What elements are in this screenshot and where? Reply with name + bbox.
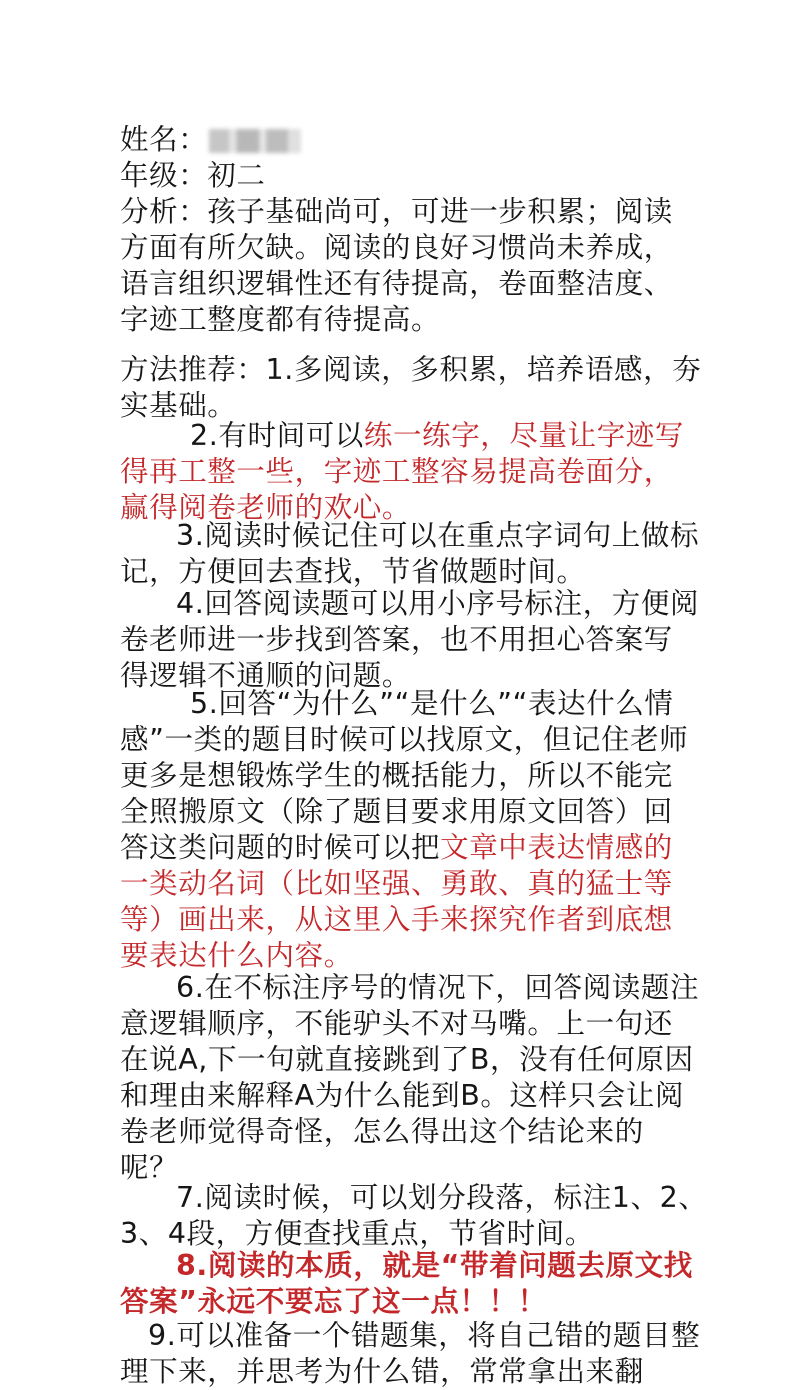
- item7-line-2: 3、4段，方便查找重点，节省时间。: [120, 1217, 594, 1250]
- item7-line-1: 7.阅读时候，可以划分段落，标注1、2、: [176, 1181, 708, 1214]
- item4-line-2: 卷老师进一步找到答案，也不用担心答案写: [120, 623, 673, 656]
- item8-line-2: 答案”永远不要忘了这一点！！！: [120, 1285, 547, 1318]
- item5-highlight-2: 一类动名词（比如坚强、勇敢、真的猛士等: [120, 867, 673, 900]
- analysis-line-1: 分析：孩子基础尚可，可进一步积累；阅读: [120, 195, 673, 228]
- method-line-2: 实基础。: [120, 389, 237, 422]
- method-line-1: 方法推荐：1.多阅读，多积累，培养语感，夯: [120, 353, 702, 386]
- item5-line-1: 5.回答“为什么”“是什么”“表达什么情: [190, 687, 674, 720]
- item5-line-4: 全照搬原文（除了题目要求用原文回答）回: [120, 795, 673, 828]
- item5-highlight-4: 要表达什么内容。: [120, 939, 353, 972]
- analysis-line-3: 语言组织逻辑性还有待提高，卷面整洁度、: [120, 267, 673, 300]
- item5-line-3: 更多是想锻炼学生的概括能力，所以不能完: [120, 759, 673, 792]
- item8-line-1: 8.阅读的本质，就是“带着问题去原文找: [176, 1249, 693, 1282]
- item4-line-1: 4.回答阅读题可以用小序号标注，方便阅: [176, 587, 700, 620]
- item5-prefix: 答这类问题的时候可以把: [120, 831, 441, 864]
- redacted-name: [209, 129, 301, 153]
- item6-line-2: 意逻辑顺序，不能驴头不对马嘴。上一句还: [120, 1007, 673, 1040]
- item5-line-5: [120, 830, 673, 866]
- item6-line-5: 卷老师觉得奇怪，怎么得出这个结论来的: [120, 1115, 644, 1148]
- item6-line-1: 6.在不标注序号的情况下，回答阅读题注: [176, 971, 700, 1004]
- item5-line-2: 感”一类的题目时候可以找原文，但记住老师: [120, 723, 689, 756]
- item2-highlight-3: 赢得阅卷老师的欢心。: [120, 491, 412, 524]
- item6-line-3: 在说A,下一句就直接跳到了B，没有任何原因: [120, 1043, 694, 1076]
- analysis-line-2: 方面有所欠缺。阅读的良好习惯尚未养成，: [120, 231, 673, 264]
- name-line: [120, 122, 301, 158]
- item5-highlight-3: 等）画出来，从这里入手来探究作者到底想: [120, 903, 673, 936]
- item9-line-1: 9.可以准备一个错题集，将自己错的题目整: [148, 1319, 701, 1352]
- item4-line-3: 得逻辑不通顺的问题。: [120, 659, 412, 692]
- item3-line-2: 记，方便回去查找，节省做题时间。: [120, 555, 586, 588]
- item2-prefix: 2.有时间可以: [190, 419, 364, 452]
- item3-line-1: 3.阅读时候记住可以在重点字词句上做标: [176, 519, 700, 552]
- grade-line: 年级：初二: [120, 159, 266, 192]
- item6-line-4: 和理由来解释A为什么能到B。这样只会让阅: [120, 1079, 685, 1112]
- item2-highlight-2: 得再工整一些，字迹工整容易提高卷面分，: [120, 455, 673, 488]
- item9-line-2: 理下来，并思考为什么错，常常拿出来翻: [120, 1355, 644, 1388]
- item2-line-1: [190, 418, 684, 454]
- name-label: 姓名：: [120, 123, 208, 156]
- analysis-line-4: 字迹工整度都有待提高。: [120, 303, 441, 336]
- item2-highlight-1: 练一练字，尽量让字迹写: [363, 419, 685, 452]
- item5-highlight-1: 文章中表达情感的: [440, 831, 673, 864]
- item6-line-6: 呢？: [120, 1151, 179, 1184]
